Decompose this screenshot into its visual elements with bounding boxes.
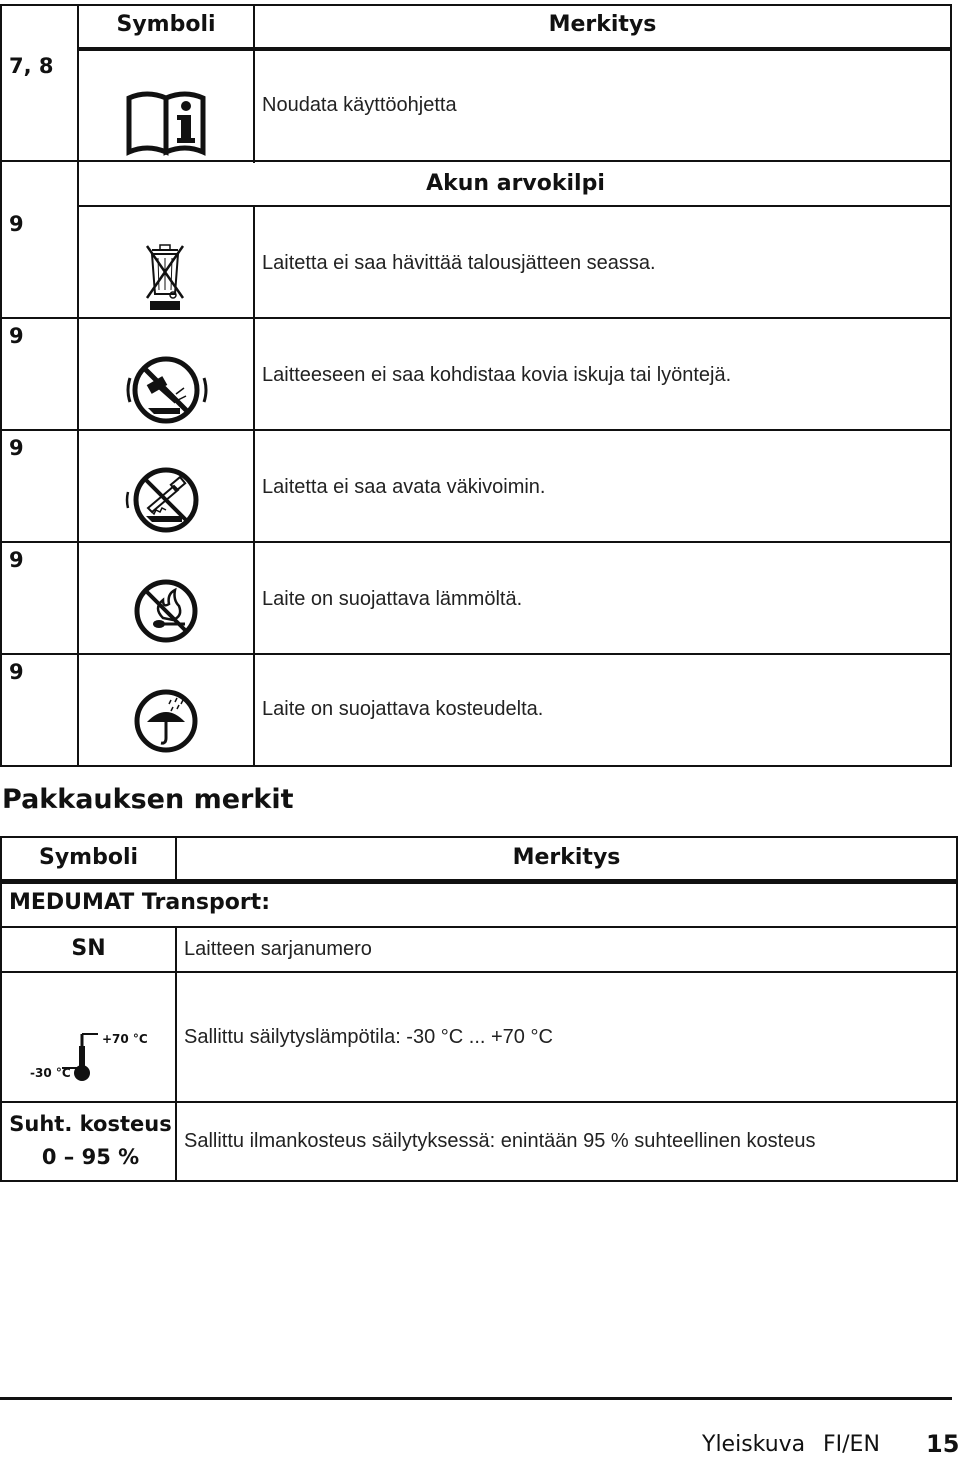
footer-language: FI/EN [823, 1432, 880, 1457]
no-hammer-icon [124, 354, 208, 426]
read-manual-icon [125, 88, 207, 156]
section-label: Akun arvokilpi [426, 171, 605, 196]
group-label: MEDUMAT Transport: [9, 890, 270, 915]
row-text: Sallittu ilmankosteus säilytyksessä: enintään 95 % suhteellinen kosteus [184, 1130, 816, 1152]
temp-high-label: +70 °C [102, 1032, 148, 1046]
row-text: Laitetta ei saa avata väkivoimin. [262, 476, 546, 498]
row-text: Noudata käyttöohjetta [262, 94, 457, 116]
page-number: 15 [926, 1430, 960, 1458]
row-text: Laite on suojattava lämmöltä. [262, 588, 523, 610]
section-title: Pakkauksen merkit [2, 784, 294, 815]
row-number: 9 [9, 548, 24, 572]
column-header-meaning: Merkitys [512, 845, 621, 870]
keep-dry-umbrella-icon [133, 688, 199, 754]
row-text: Laite on suojattava kosteudelta. [262, 698, 544, 720]
footer-section: Yleiskuva [702, 1432, 806, 1457]
humidity-symbol-line1: Suht. kosteus [9, 1112, 172, 1136]
row-number: 9 [9, 436, 24, 460]
footer-rule [0, 1397, 952, 1400]
serial-number-symbol: SN [71, 936, 106, 961]
row-number: 9 [9, 324, 24, 348]
row-number: 9 [9, 660, 24, 684]
row-text: Laitteeseen ei saa kohdistaa kovia iskuja tai lyöntejä. [262, 364, 732, 386]
row-text: Laitetta ei saa hävittää talousjätteen seassa. [262, 252, 656, 274]
row-text: Laitteen sarjanumero [184, 938, 372, 960]
row-text: Sallittu säilytyslämpötila: -30 °C ... +70 °C [184, 1026, 553, 1048]
row-number: 7, 8 [9, 54, 54, 78]
column-header-symbol: Symboli [38, 845, 139, 870]
column-header-symbol: Symboli [116, 12, 216, 37]
no-saw-icon [124, 466, 202, 536]
column-header-meaning: Merkitys [548, 12, 657, 37]
temp-low-label: -30 °C [30, 1066, 71, 1080]
row-number: 9 [9, 212, 24, 236]
no-fire-icon [133, 578, 199, 644]
humidity-symbol-line2: 0 – 95 % [41, 1145, 140, 1169]
crossed-bin-icon [144, 240, 186, 312]
